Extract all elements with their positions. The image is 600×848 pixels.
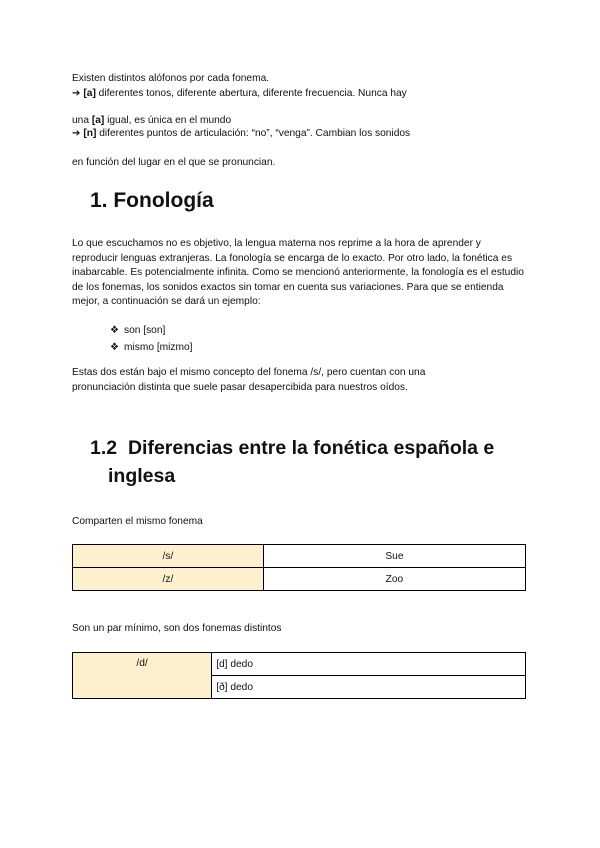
- phoneme-table-1: [72, 544, 526, 591]
- intro-line-4-text: diferentes puntos de articulación: “no”, “venga”. Cambian los sonidos: [96, 128, 411, 139]
- list-item: [110, 322, 192, 339]
- arrow-icon: ➔: [72, 88, 81, 99]
- table-cell-phoneme: /s/: [73, 545, 264, 568]
- section1-paragraph: Lo que escuchamos no es objetivo, la lengua materna nos reprime a la hora de aprender y reproducir lenguas extranjeras. La fonología se encarga de lo exacto. Por otro lado, la fonética es inabarcable. Es potencialmente infinita. Como se mencionó anteriormente, la fonología es el estudio de los fonemas, los sonidos exactos sin tomar en cuenta sus variaciones. Para que se entienda mejor, a continuación se dará un ejemplo:: [72, 238, 524, 307]
- intro-line-3-pre: una: [72, 115, 92, 126]
- bullet-text: son [son]: [124, 325, 166, 336]
- table-cell-phoneme: /z/: [73, 568, 264, 591]
- section-heading-diferencias: [90, 434, 548, 490]
- section-heading-fonologia: 1. Fonología: [90, 189, 214, 212]
- intro-phone-a-2: [a]: [91, 115, 105, 126]
- heading-text: Diferencias entre la fonética española e inglesa: [108, 437, 495, 487]
- table-row: [73, 653, 526, 676]
- table-row: [73, 545, 526, 568]
- intro-phone-a: [a]: [83, 88, 96, 99]
- table-cell-example: [ð] dedo: [212, 676, 526, 699]
- arrow-icon: ➔: [72, 128, 81, 139]
- table-cell-example: Sue: [263, 545, 525, 568]
- intro-line-4: [72, 127, 410, 142]
- table-cell-phoneme: /d/: [73, 653, 212, 699]
- table-cell-example: [d] dedo: [212, 653, 526, 676]
- list-item: [110, 339, 192, 356]
- bullet-text: mismo [mizmo]: [124, 342, 193, 353]
- diamond-bullet-icon: ❖: [110, 342, 119, 353]
- table2-caption: Son un par mínimo, son dos fonemas distintos: [72, 623, 282, 634]
- example-bullet-list: [110, 322, 192, 356]
- heading-number: 1.2: [90, 437, 118, 459]
- section1-closing: Estas dos están bajo el mismo concepto del fonema /s/, pero cuentan con una pronunciación distinta que suele pasar desapercibida para nuestros oídos.: [72, 367, 426, 393]
- intro-line-5: en función del lugar en el que se pronuncian.: [72, 157, 276, 168]
- intro-phone-n: [n]: [83, 128, 97, 139]
- intro-line-1: Existen distintos alófonos por cada fonema.: [72, 73, 270, 84]
- phoneme-table-2: [72, 652, 526, 699]
- table1-caption: Comparten el mismo fonema: [72, 516, 203, 527]
- intro-line-3-text: igual, es única en el mundo: [104, 115, 232, 126]
- intro-line-2: [72, 87, 407, 102]
- table-cell-example: Zoo: [263, 568, 525, 591]
- table-row: [73, 568, 526, 591]
- intro-line-2-text: diferentes tonos, diferente abertura, diferente frecuencia. Nunca hay: [95, 88, 407, 99]
- diamond-bullet-icon: ❖: [110, 325, 119, 336]
